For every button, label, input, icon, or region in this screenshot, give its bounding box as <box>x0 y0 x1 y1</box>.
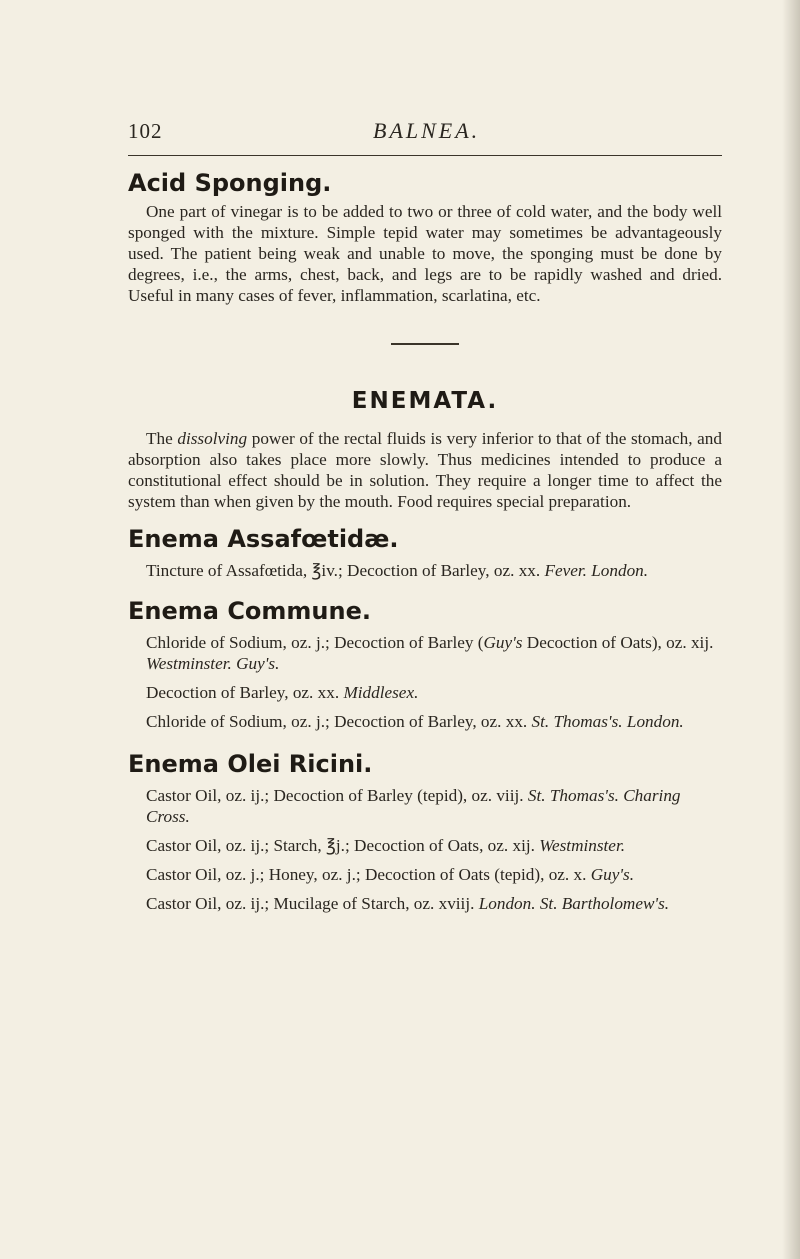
paragraph-acid-sponging: One part of vinegar is to be added to two or three of cold water, and the body well sponged with the mixture. Simple tepid water may sometimes be advantageously used. The patient being weak and unable to move, the sponging must be done by degrees, i.e., the arms, chest, back, and legs are to be rapidly washed and dried. Useful in many cases of fever, inflammation, scarlatina, etc. <box>128 202 722 305</box>
recipe-commune-2: Decoction of Barley, oz. xx. Middlesex. <box>146 683 419 702</box>
recipe-source: Westminster. Guy's. <box>146 654 280 673</box>
recipe-source: St. Thomas's. London. <box>531 712 684 731</box>
page-body <box>128 168 722 914</box>
recipe-commune-1: Chloride of Sodium, oz. j.; Decoction of Barley (Guy's Decoction of Oats), oz. xij. Westminster. Guy's. <box>146 633 714 673</box>
paragraph-enemata-intro: The dissolving power of the rectal fluids is very inferior to that of the stomach, and absorption also takes place more slowly. Thus medicines intended to produce a constitutional effect should be in solution. They require a longer time to affect the system than when given by the mouth. Food requires special preparation. <box>128 429 722 511</box>
emphasis-dissolving: dissolving <box>177 429 248 448</box>
heading-enema-commune: Enema Commune. <box>128 597 371 625</box>
recipe-ricini-2: Castor Oil, oz. ij.; Starch, ℥j.; Decoction of Oats, oz. xij. Westminster. <box>146 836 626 855</box>
recipe-ricini-3: Castor Oil, oz. j.; Honey, oz. j.; Decoction of Oats (tepid), oz. x. Guy's. <box>146 865 634 884</box>
recipe-assafoetidae-1: Tincture of Assafœtida, ℥iv.; Decoction of Barley, oz. xx. Fever. London. <box>146 561 649 580</box>
section-acid-sponging <box>128 168 722 306</box>
recipe-ricini-1: Castor Oil, oz. ij.; Decoction of Barley (tepid), oz. viij. St. Thomas's. Charing Cross. <box>146 786 681 826</box>
section-title-enemata: ENEMATA. <box>351 388 499 414</box>
recipe-source: Fever. London. <box>544 561 649 580</box>
page-edge-shadow <box>782 0 800 1259</box>
recipe-source: Westminster. <box>539 836 626 855</box>
recipe-ricini-4: Castor Oil, oz. ij.; Mucilage of Starch, oz. xviij. London. St. Bartholomew's. <box>146 894 670 913</box>
page-header <box>128 115 722 156</box>
recipe-commune-3: Chloride of Sodium, oz. j.; Decoction of Barley, oz. xx. St. Thomas's. London. <box>146 712 684 731</box>
recipe-source: St. Thomas's. Charing Cross. <box>146 786 681 826</box>
recipe-source: London. St. Bartholomew's. <box>478 894 670 913</box>
heading-enema-olei-ricini: Enema Olei Ricini. <box>128 750 373 778</box>
recipe-source: Guy's. <box>590 865 634 884</box>
recipe-source: Middlesex. <box>343 683 419 702</box>
heading-enema-assafoetidae: Enema Assafœtidæ. <box>128 525 399 553</box>
heading-acid-sponging: Acid Sponging. <box>128 169 332 197</box>
page-number: 102 <box>128 119 163 143</box>
running-title: BALNEA. <box>373 118 481 143</box>
